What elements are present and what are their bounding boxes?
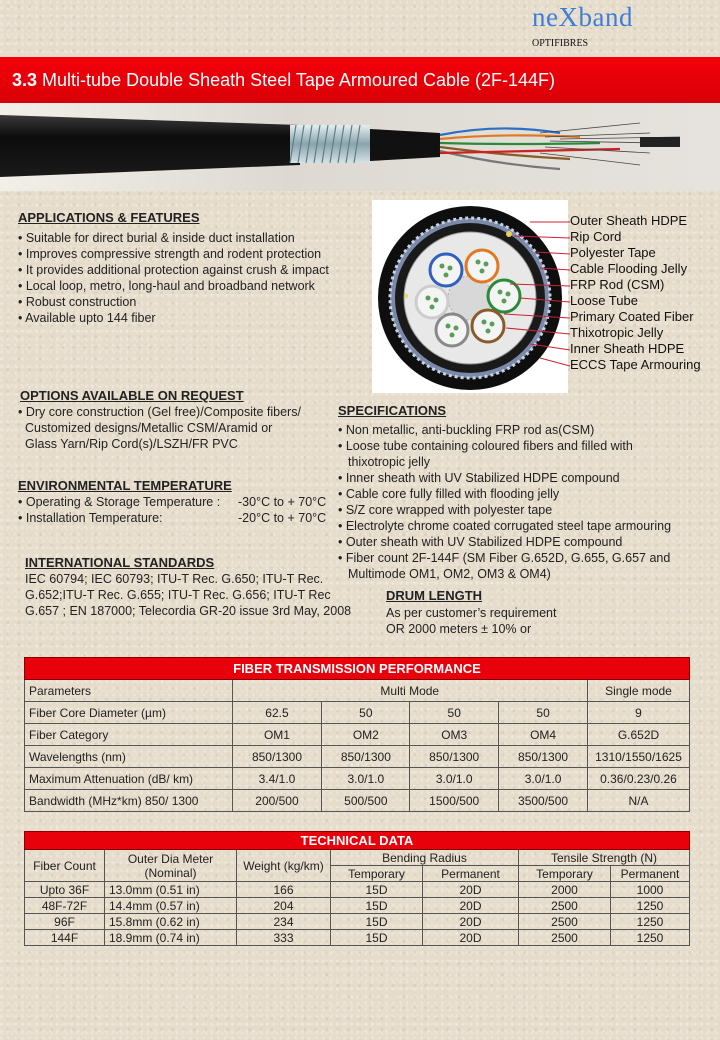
label-inner-sheath: Inner Sheath HDPE xyxy=(570,341,685,356)
table-row xyxy=(25,898,690,914)
applications-item: • Suitable for direct burial & inside duct installation xyxy=(18,231,295,245)
table-cell: Maximum Attenuation (dB/ km) xyxy=(25,768,233,790)
table-row xyxy=(25,724,690,746)
spec-line: • Outer sheath with UV Stabilized HDPE compound xyxy=(338,535,623,549)
table-cell: 3.0/1.0 xyxy=(499,768,588,790)
label-loose-tube: Loose Tube xyxy=(570,293,638,308)
specifications-heading: SPECIFICATIONS xyxy=(338,403,447,418)
table-row xyxy=(25,882,690,898)
fiber-performance-table xyxy=(24,657,690,812)
table-cell: 1250 xyxy=(611,914,690,930)
env-operating-value: -30°C to + 70°C xyxy=(238,495,327,509)
label-polyester-tape: Polyester Tape xyxy=(570,245,656,260)
table-cell: 96F xyxy=(25,914,105,930)
table-cell: 850/1300 xyxy=(322,746,410,768)
table-cell: 500/500 xyxy=(322,790,410,812)
table-cell: 850/1300 xyxy=(499,746,588,768)
env-operating-label: • Operating & Storage Temperature : xyxy=(18,495,221,509)
label-thixotropic-jelly: Thixotropic Jelly xyxy=(570,325,664,340)
label-eccs-armouring: ECCS Tape Armouring xyxy=(570,357,701,372)
table-cell: 15.8mm (0.62 in) xyxy=(105,914,237,930)
fiber-table-header: Parameters xyxy=(25,680,233,702)
applications-heading: APPLICATIONS & FEATURES xyxy=(18,210,200,225)
standards-line: G.652;ITU-T Rec. G.655; ITU-T Rec. G.656; ITU-T Rec xyxy=(25,588,331,602)
label-rip-cord: Rip Cord xyxy=(570,229,622,244)
cable-image xyxy=(0,103,720,191)
fiber-table-title: FIBER TRANSMISSION PERFORMANCE xyxy=(25,658,690,680)
table-cell: Bandwidth (MHz*km) 850/ 1300 xyxy=(25,790,233,812)
spec-line: thixotropic jelly xyxy=(348,455,430,469)
table-cell: 15D xyxy=(331,930,423,946)
technical-data-table xyxy=(24,831,690,946)
drum-line: As per customer’s requirement xyxy=(386,606,557,620)
applications-item: • Robust construction xyxy=(18,295,137,309)
table-cell: 166 xyxy=(237,882,331,898)
table-cell: 1310/1550/1625 xyxy=(588,746,690,768)
table-cell: 50 xyxy=(499,702,588,724)
brand-subtitle: OPTIFIBRES xyxy=(532,38,589,49)
tech-table-subheader: Temporary xyxy=(331,866,423,882)
table-cell: OM1 xyxy=(232,724,322,746)
tech-table-header: Bending Radius xyxy=(331,850,519,866)
table-row xyxy=(25,790,690,812)
standards-heading: INTERNATIONAL STANDARDS xyxy=(25,555,215,570)
table-cell: 20D xyxy=(423,882,519,898)
table-cell: 144F xyxy=(25,930,105,946)
applications-item: • Available upto 144 fiber xyxy=(18,311,156,325)
table-cell: 333 xyxy=(237,930,331,946)
tech-table-subheader: Permanent xyxy=(423,866,519,882)
table-cell: 234 xyxy=(237,914,331,930)
table-cell: Upto 36F xyxy=(25,882,105,898)
table-cell: 48F-72F xyxy=(25,898,105,914)
drum-line: OR 2000 meters ± 10% or xyxy=(386,622,532,636)
cable-illustration xyxy=(0,103,720,191)
table-cell: 3.0/1.0 xyxy=(410,768,499,790)
env-install-value: -20°C to + 70°C xyxy=(238,511,327,525)
page-title xyxy=(12,70,555,91)
spec-line: • Cable core fully filled with flooding jelly xyxy=(338,487,560,501)
options-line: Glass Yarn/Rip Cord(s)/LSZH/FR PVC xyxy=(25,437,238,451)
table-cell: 15D xyxy=(331,882,423,898)
table-cell: 50 xyxy=(322,702,410,724)
table-cell: 14.4mm (0.57 in) xyxy=(105,898,237,914)
table-cell: G.652D xyxy=(588,724,690,746)
table-cell: 20D xyxy=(423,930,519,946)
tech-table-subheader: Temporary xyxy=(519,866,611,882)
label-outer-sheath: Outer Sheath HDPE xyxy=(570,213,688,228)
table-cell: 18.9mm (0.74 in) xyxy=(105,930,237,946)
applications-item: • Local loop, metro, long-haul and broadband network xyxy=(18,279,315,293)
tech-table-title: TECHNICAL DATA xyxy=(25,832,690,850)
standards-line: IEC 60794; IEC 60793; ITU-T Rec. G.650; ITU-T Rec. xyxy=(25,572,324,586)
table-cell: 200/500 xyxy=(232,790,322,812)
table-row xyxy=(25,746,690,768)
table-cell: 15D xyxy=(331,914,423,930)
spec-line: • Electrolyte chrome coated corrugated steel tape armouring xyxy=(338,519,672,533)
table-cell: 204 xyxy=(237,898,331,914)
options-line: Customized designs/Metallic CSM/Aramid or xyxy=(25,421,273,435)
fiber-table-header: Single mode xyxy=(588,680,690,702)
table-row xyxy=(25,914,690,930)
label-primary-fiber: Primary Coated Fiber xyxy=(570,309,694,324)
table-cell: 850/1300 xyxy=(410,746,499,768)
table-cell: 3.0/1.0 xyxy=(322,768,410,790)
table-cell: N/A xyxy=(588,790,690,812)
table-cell: OM4 xyxy=(499,724,588,746)
table-cell: Wavelengths (nm) xyxy=(25,746,233,768)
table-cell: Fiber Category xyxy=(25,724,233,746)
table-cell: 2500 xyxy=(519,898,611,914)
title-text: Multi-tube Double Sheath Steel Tape Armoured Cable (2F-144F) xyxy=(42,70,555,90)
drum-heading: DRUM LENGTH xyxy=(386,588,483,603)
tech-table-header xyxy=(105,850,237,882)
label-flooding-jelly: Cable Flooding Jelly xyxy=(570,261,688,276)
tech-table-header-line: Outer Dia Meter xyxy=(127,851,214,866)
spec-line: • S/Z core wrapped with polyester tape xyxy=(338,503,553,517)
table-row xyxy=(25,930,690,946)
table-cell: 2500 xyxy=(519,914,611,930)
spec-line: Multimode OM1, OM2, OM3 & OM4) xyxy=(348,567,551,581)
options-line: • Dry core construction (Gel free)/Composite fibers/ xyxy=(18,405,301,419)
table-cell: 1000 xyxy=(611,882,690,898)
table-cell: 2000 xyxy=(519,882,611,898)
table-cell: Fiber Core Diameter (µm) xyxy=(25,702,233,724)
table-cell: 20D xyxy=(423,914,519,930)
tech-table-header: Weight (kg/km) xyxy=(237,850,331,882)
cross-section-leader-lines xyxy=(500,214,572,374)
table-cell: 0.36/0.23/0.26 xyxy=(588,768,690,790)
spec-line: • Non metallic, anti-buckling FRP rod as(CSM) xyxy=(338,423,595,437)
applications-item: • It provides additional protection against crush & impact xyxy=(18,263,329,277)
table-cell: 20D xyxy=(423,898,519,914)
table-cell: 9 xyxy=(588,702,690,724)
table-row xyxy=(25,768,690,790)
table-cell: 50 xyxy=(410,702,499,724)
label-frp-rod: FRP Rod (CSM) xyxy=(570,277,665,292)
spec-line: • Inner sheath with UV Stabilized HDPE compound xyxy=(338,471,620,485)
options-heading: OPTIONS AVAILABLE ON REQUEST xyxy=(20,388,244,403)
env-install-label: • Installation Temperature: xyxy=(18,511,163,525)
tech-table-header-line: (Nominal) xyxy=(144,865,197,880)
table-cell: 2500 xyxy=(519,930,611,946)
applications-item: • Improves compressive strength and rodent protection xyxy=(18,247,322,261)
table-cell: 15D xyxy=(331,898,423,914)
table-cell: OM2 xyxy=(322,724,410,746)
standards-line: G.657 ; EN 187000; Telecordia GR-20 issue 3rd May, 2008 xyxy=(25,604,352,618)
table-cell: 1250 xyxy=(611,930,690,946)
table-cell: 1250 xyxy=(611,898,690,914)
tech-table-header: Tensile Strength (N) xyxy=(519,850,690,866)
table-cell: 13.0mm (0.51 in) xyxy=(105,882,237,898)
tech-table-header: Fiber Count xyxy=(25,850,105,882)
environment-heading: ENVIRONMENTAL TEMPERATURE xyxy=(18,478,232,493)
brand-logo: neXband xyxy=(532,2,633,32)
spec-line: • Loose tube containing coloured fibers and filled with xyxy=(338,439,633,453)
spec-line: • Fiber count 2F-144F (SM Fiber G.652D, G.655, G.657 and xyxy=(338,551,671,565)
fiber-table-header: Multi Mode xyxy=(232,680,587,702)
table-cell: 850/1300 xyxy=(232,746,322,768)
section-number: 3.3 xyxy=(12,70,38,90)
table-cell: 3500/500 xyxy=(499,790,588,812)
table-row xyxy=(25,702,690,724)
table-cell: 3.4/1.0 xyxy=(232,768,322,790)
table-cell: 62.5 xyxy=(232,702,322,724)
tech-table-subheader: Permanent xyxy=(611,866,690,882)
table-cell: OM3 xyxy=(410,724,499,746)
table-cell: 1500/500 xyxy=(410,790,499,812)
